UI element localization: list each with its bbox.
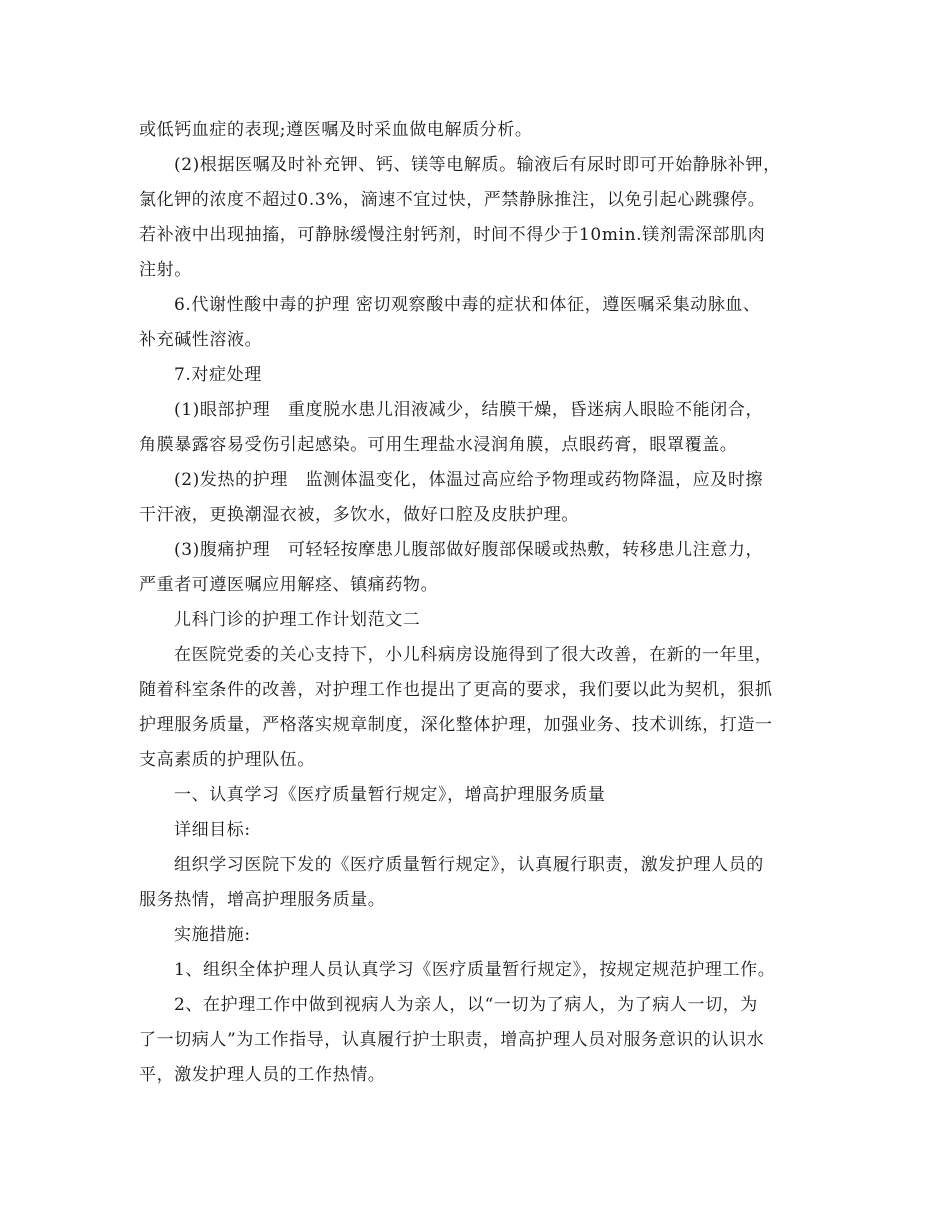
text-line: 支高素质的护理队伍。: [139, 750, 315, 770]
text-line: (1)眼部护理 重度脱水患儿泪液减少，结膜干燥，昏迷病人眼睑不能闭合，: [174, 400, 764, 420]
text-line: 1、组织全体护理人员认真学习《医疗质量暂行规定》，按规定规范护理工作。: [174, 960, 776, 980]
text-line: (2)发热的护理 监测体温变化，体温过高应给予物理或药物降温，应及时擦: [174, 470, 764, 490]
text-line: 严重者可遵医嘱应用解痉、镇痛药物。: [139, 575, 439, 595]
document-body: [139, 113, 815, 1093]
text-line: 注射。: [139, 260, 192, 280]
text-line: 角膜暴露容易受伤引起感染。可用生理盐水浸润角膜，点眼药膏，眼罩覆盖。: [139, 435, 738, 455]
text-line: (2)根据医嘱及时补充钾、钙、镁等电解质。输液后有尿时即可开始静脉补钾，: [174, 155, 781, 175]
section-heading: 儿科门诊的护理工作计划范文二: [174, 610, 421, 630]
text-line: 或低钙血症的表现;遵医嘱及时采血做电解质分析。: [139, 120, 533, 140]
section-heading: 一、认真学习《医疗质量暂行规定》，增高护理服务质量: [174, 785, 606, 805]
text-line: 氯化钾的浓度不超过0.3%，滴速不宜过快，严禁静脉推注，以免引起心跳骤停。: [139, 190, 766, 210]
text-line: 补充碱性溶液。: [139, 330, 263, 350]
text-line: 组织学习医院下发的《医疗质量暂行规定》，认真履行职责，激发护理人员的: [174, 855, 764, 875]
text-line: 随着科室条件的改善，对护理工作也提出了更高的要求，我们要以此为契机，狠抓: [139, 680, 773, 700]
text-line: 服务热情，增高护理服务质量。: [139, 890, 386, 910]
text-line: 2、在护理工作中做到视病人为亲人，以“一切为了病人，为了病人一切，为: [174, 995, 758, 1015]
text-line: 详细目标:: [174, 820, 251, 840]
section-heading: 7.对症处理: [174, 365, 262, 385]
text-line: 平，激发护理人员的工作热情。: [139, 1065, 386, 1085]
text-line: 了一切病人”为工作指导，认真履行护士职责，增高护理人员对服务意识的认识水: [139, 1030, 765, 1050]
text-line: 实施措施:: [174, 925, 251, 945]
text-line: 在医院党委的关心支持下，小儿科病房设施得到了很大改善，在新的一年里，: [174, 645, 773, 665]
text-line: 若补液中出现抽搐，可静脉缓慢注射钙剂，时间不得少于10min.镁剂需深部肌肉: [139, 225, 766, 245]
text-line: (3)腹痛护理 可轻轻按摩患儿腹部做好腹部保暖或热敷，转移患儿注意力，: [174, 540, 764, 560]
text-line: 护理服务质量，严格落实规章制度，深化整体护理，加强业务、技术训练，打造一: [139, 715, 773, 735]
text-line: 6.代谢性酸中毒的护理 密切观察酸中毒的症状和体征，遵医嘱采集动脉血、: [174, 295, 761, 315]
text-line: 干汗液，更换潮湿衣被，多饮水，做好口腔及皮肤护理。: [139, 505, 579, 525]
